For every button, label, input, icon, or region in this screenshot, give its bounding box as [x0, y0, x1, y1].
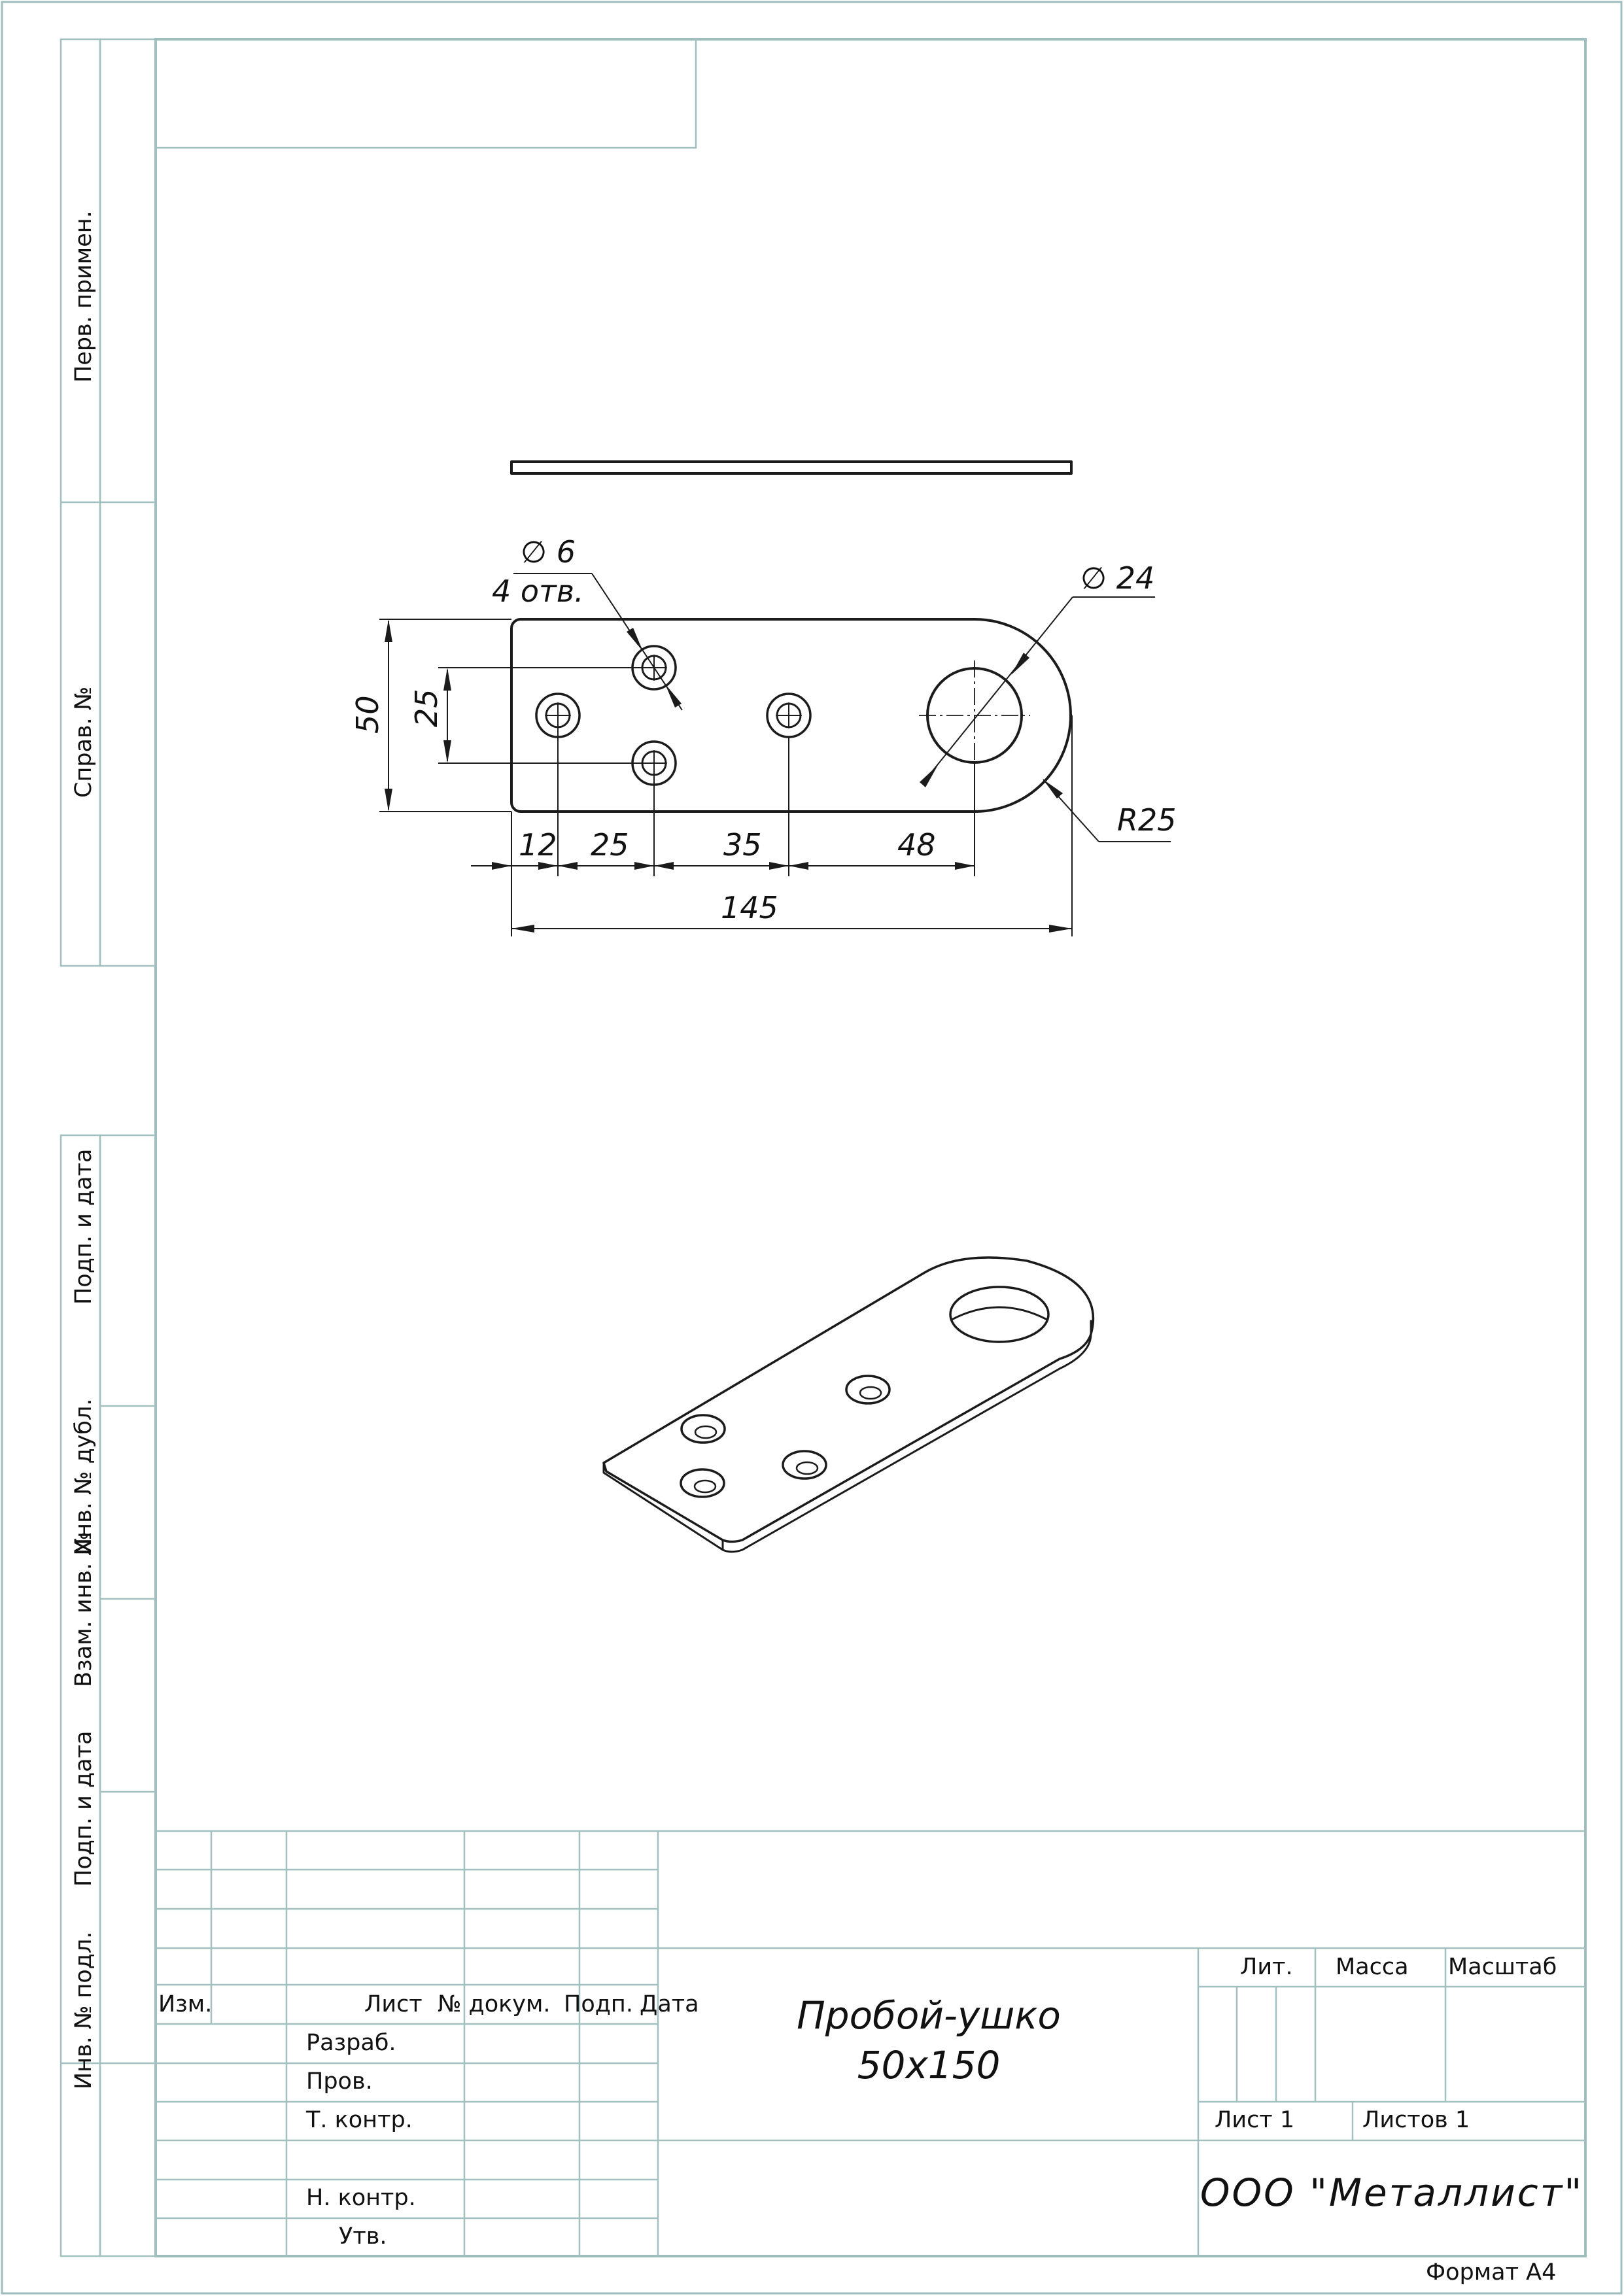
- format-label: Формат А4: [1426, 2259, 1557, 2286]
- title-list: Лист 1: [1215, 2107, 1295, 2133]
- title-col-list: Лист: [364, 1991, 423, 2017]
- title-col-izm: Изм.: [158, 1991, 213, 2017]
- title-row-utv: Утв.: [339, 2223, 387, 2250]
- dim-hole-count: 4 отв.: [492, 574, 584, 609]
- title-masshtab: Масштаб: [1448, 1954, 1557, 1980]
- title-col-dokum: № докум.: [438, 1991, 551, 2017]
- part-size: 50х150: [857, 2043, 1001, 2087]
- title-col-data: Дата: [640, 1991, 699, 2017]
- dim-big-hole-diameter: ∅ 24: [1080, 560, 1155, 596]
- side-label-perv-primen: Перв. примен.: [71, 211, 97, 383]
- title-row-razrab: Разраб.: [306, 2030, 396, 2056]
- dim-hole-diameter: ∅ 6: [521, 534, 576, 570]
- side-label-inv-no-dubl: Инв. № дубл.: [71, 1398, 97, 1555]
- dim-x-35: 35: [723, 827, 762, 863]
- title-listov: Листов 1: [1362, 2107, 1470, 2133]
- dim-x-25: 25: [591, 827, 629, 863]
- side-label-inv-no-podl: Инв. № подл.: [71, 1931, 97, 2089]
- title-row-nkontr: Н. контр.: [306, 2185, 416, 2211]
- dim-x-12: 12: [519, 827, 557, 863]
- dim-x-48: 48: [897, 827, 936, 863]
- dimension-lines: [379, 574, 1171, 936]
- title-lit: Лит.: [1240, 1954, 1293, 1980]
- dim-radius: R25: [1117, 802, 1177, 838]
- sheet-frame: [2, 2, 1621, 2293]
- side-label-vzam-inv-no: Взам. инв. №: [71, 1532, 97, 1687]
- organization-name: ООО "Металлист": [1200, 2170, 1584, 2215]
- side-label-sprav-no: Справ. №: [71, 686, 97, 798]
- plate-isometric-view: [604, 1258, 1093, 1552]
- title-col-podp: Подп.: [564, 1991, 633, 2017]
- dim-height-25: 25: [409, 689, 444, 727]
- title-row-tkontr: Т. контр.: [306, 2107, 413, 2133]
- side-label-podp-data-1: Подп. и дата: [71, 1148, 97, 1305]
- title-massa: Масса: [1336, 1954, 1409, 1980]
- part-name: Пробой-ушко: [797, 1993, 1061, 2038]
- dim-total-145: 145: [721, 890, 778, 925]
- left-strip-top: [61, 39, 156, 966]
- dim-height-50: 50: [350, 695, 385, 734]
- small-hole: [767, 694, 810, 737]
- side-label-podp-data-2: Подп. и дата: [71, 1730, 97, 1887]
- title-row-prov: Пров.: [306, 2068, 373, 2095]
- plate-side-view: [511, 462, 1071, 473]
